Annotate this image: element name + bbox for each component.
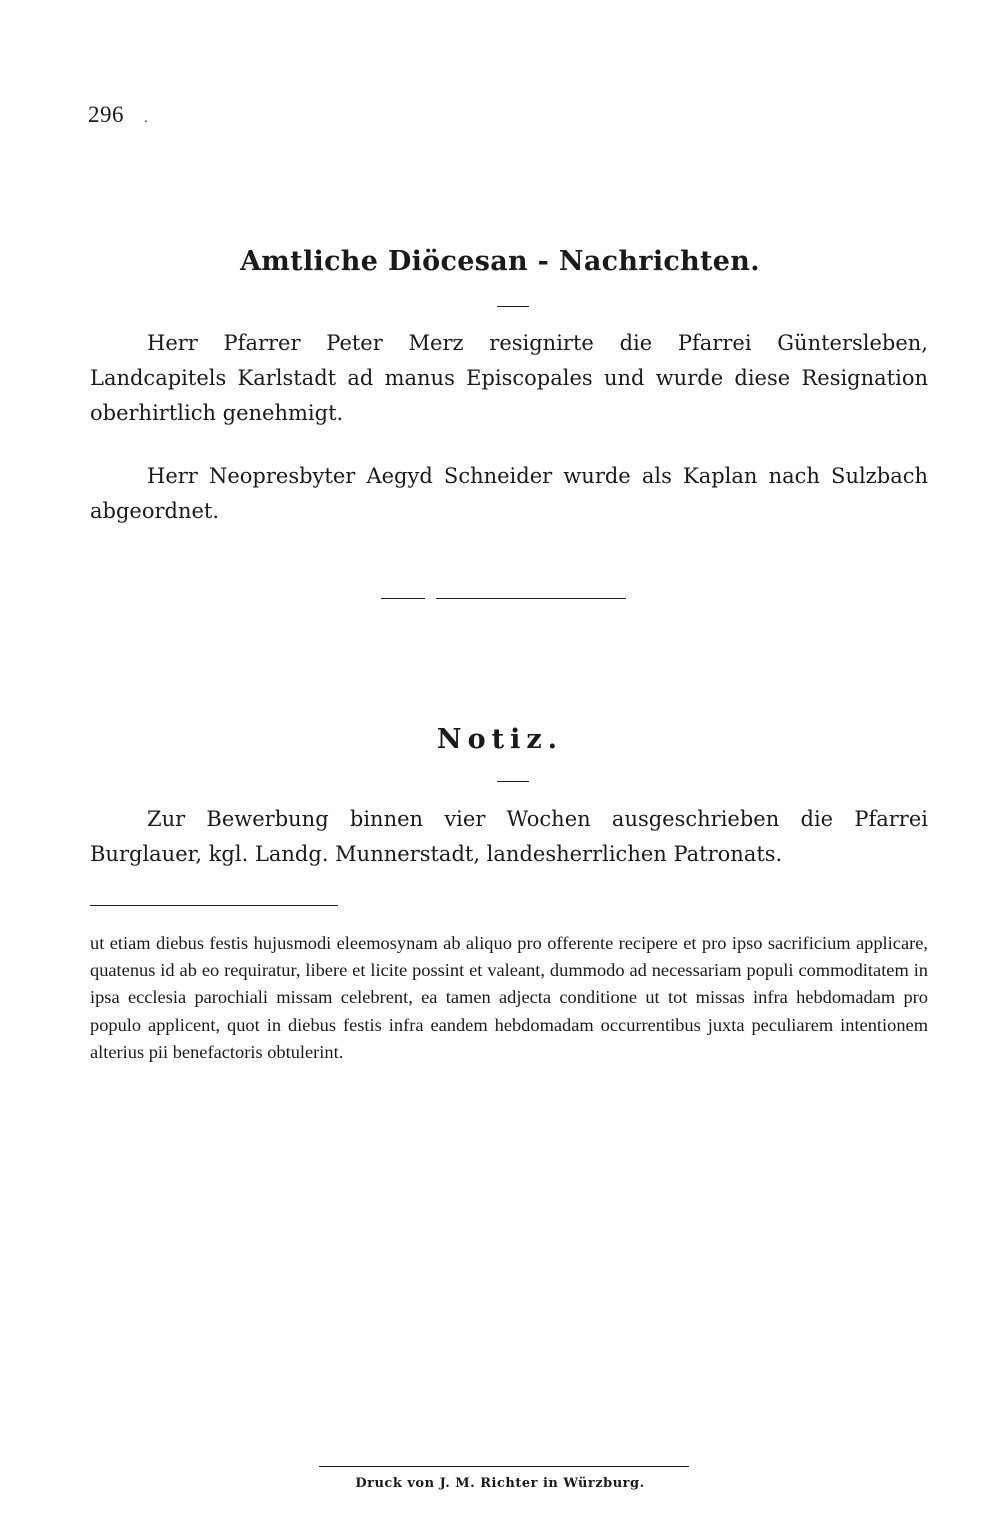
title-divider-rule <box>497 781 529 782</box>
page-number-mark: . <box>144 111 149 126</box>
page-number <box>88 102 148 128</box>
printer-imprint: Druck von J. M. Richter in Würzburg. <box>355 1476 645 1491</box>
section-separator-rule <box>381 598 425 599</box>
imprint-rule <box>319 1466 689 1467</box>
page-number-value: 296 <box>88 102 124 127</box>
section-separator-rule-long <box>436 598 626 599</box>
footnote-rule <box>90 905 338 906</box>
title-divider-rule <box>497 306 529 307</box>
section-title-diocesan-news: Amtliche Diöcesan - Nachrichten. <box>240 246 760 277</box>
paragraph-merz-resignation: Herr Pfarrer Peter Merz resignirte die Pfarrei Güntersleben, Landcapitels Karlstadt ad manus Episcopales und wurde diese Resignation oberhirtlich genehmigt. <box>90 331 928 425</box>
section-title-notice: Notiz. <box>436 724 564 755</box>
paragraph-schneider-appointment: Herr Neopresbyter Aegyd Schneider wurde als Kaplan nach Sulzbach abgeordnet. <box>90 464 928 523</box>
paragraph-burglauer-vacancy: Zur Bewerbung binnen vier Wochen ausgeschrieben die Pfarrei Burglauer, kgl. Landg. Munnerstadt, landesherrlichen Patronats. <box>90 807 928 866</box>
footnote-text: ut etiam diebus festis hujusmodi eleemosynam ab aliquo pro offerente recipere et pro ipso sacrificium applicare, quatenus id ab eo requiratur, libere et licite possint et valeant, dummodo ad necessariam populi commoditatem in ipsa ecclesia parochiali missam celebrent, ea tamen adjecta conditione ut tot missas infra hebdomadam pro populo applicent, quot in diebus festis infra eandem hebdomadam occurrentibus juxta peculiarem intentionem alterius pii benefactoris obtulerint. <box>90 933 928 1062</box>
